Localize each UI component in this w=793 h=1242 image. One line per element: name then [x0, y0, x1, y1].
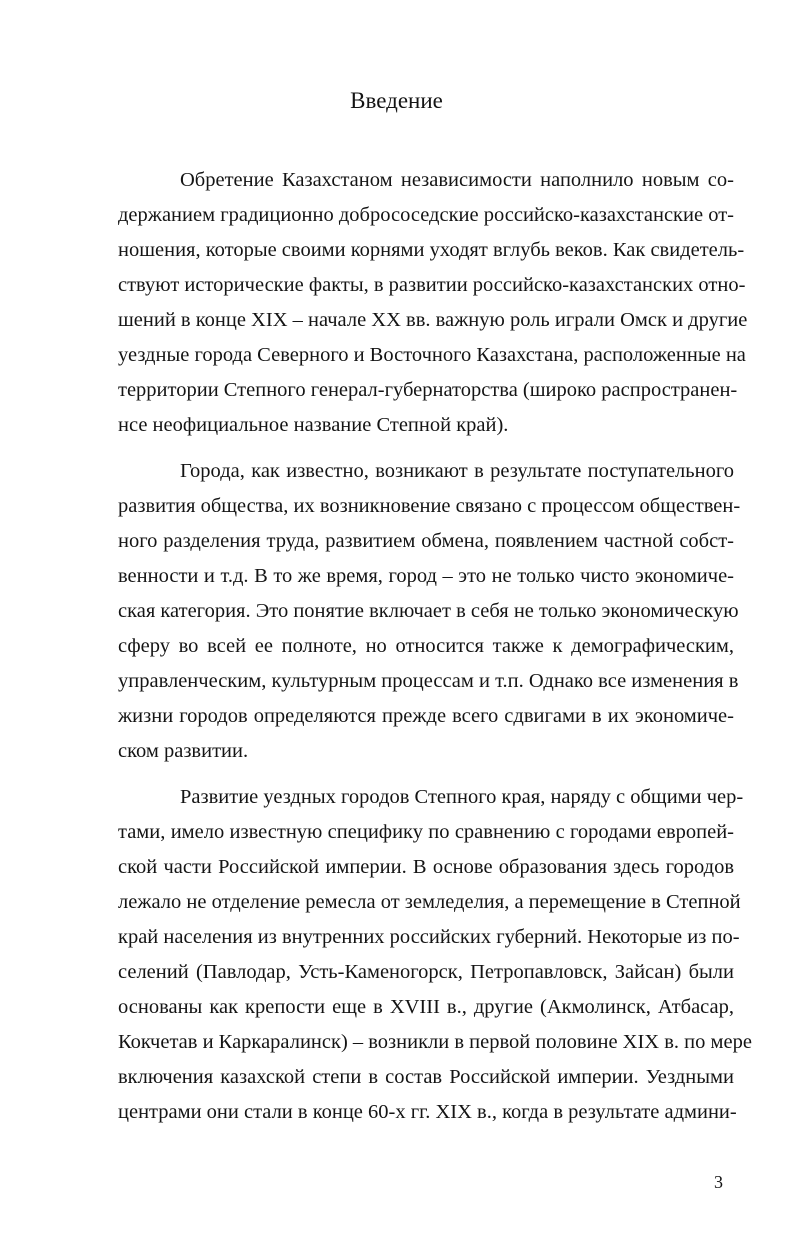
text-line: селений (Павлодар, Усть-Каменогорск, Петропавловск, Зайсан) были	[118, 961, 734, 983]
text-line: венности и т.д. В то же время, город – это не только чисто экономиче-	[118, 565, 734, 587]
text-line: ного разделения труда, развитием обмена, появлением частной собст-	[118, 530, 734, 552]
text-line: Города, как известно, возникают в результате поступательного	[180, 460, 734, 482]
page-title: Введение	[350, 88, 443, 113]
text-line: Обретение Казахстаном независимости наполнило новым со-	[180, 169, 734, 191]
text-line: Развитие уездных городов Степного края, наряду с общими чер-	[180, 786, 744, 808]
text-line: ской части Российской империи. В основе образования здесь городов	[118, 856, 734, 878]
text-line: управленческим, культурным процессам и т.п. Однако все изменения в	[118, 670, 739, 692]
text-line: сферу во всей ее полноте, но относится также к демографическим,	[118, 635, 734, 657]
text-line: основаны как крепости еще в XVIII в., другие (Акмолинск, Атбасар,	[118, 996, 734, 1018]
text-line: ском развитии.	[118, 740, 249, 762]
page-number: 3	[714, 1172, 723, 1192]
text-line: тами, имело известную специфику по сравнению с городами европей-	[118, 821, 734, 843]
text-line: ношения, которые своими корнями уходят вглубь веков. Как свидетель-	[118, 239, 745, 261]
text-line: уездные города Северного и Восточного Казахстана, расположенные на	[118, 344, 746, 366]
text-line: центрами они стали в конце 60-х гг. XIX в., когда в результате админи-	[118, 1101, 737, 1123]
text-line: нсе неофициальное название Степной край).	[118, 414, 509, 436]
text-line: край населения из внутренних российских губерний. Некоторые из по-	[118, 926, 740, 948]
text-line: ствуют исторические факты, в развитии российско-казахстанских отно-	[118, 274, 746, 296]
text-line: лежало не отделение ремесла от земледелия, а перемещение в Степной	[118, 891, 741, 913]
text-line: шений в конце XIX – начале XX вв. важную роль играли Омск и другие	[118, 309, 748, 331]
text-line: ская категория. Это понятие включает в себя не только экономическую	[118, 600, 739, 622]
text-line: жизни городов определяются прежде всего сдвигами в их экономиче-	[118, 705, 734, 727]
text-line: развития общества, их возникновение связано с процессом обществен-	[118, 495, 741, 517]
text-line: включения казахской степи в состав Российской империи. Уездными	[118, 1066, 734, 1088]
text-line: Кокчетав и Каркаралинск) – возникли в первой половине XIX в. по мере	[118, 1031, 752, 1053]
text-line: держанием градиционно добрососедские российско-казахстанские от-	[118, 204, 734, 226]
text-line: территории Степного генерал-губернаторства (широко распространен-	[118, 379, 738, 401]
